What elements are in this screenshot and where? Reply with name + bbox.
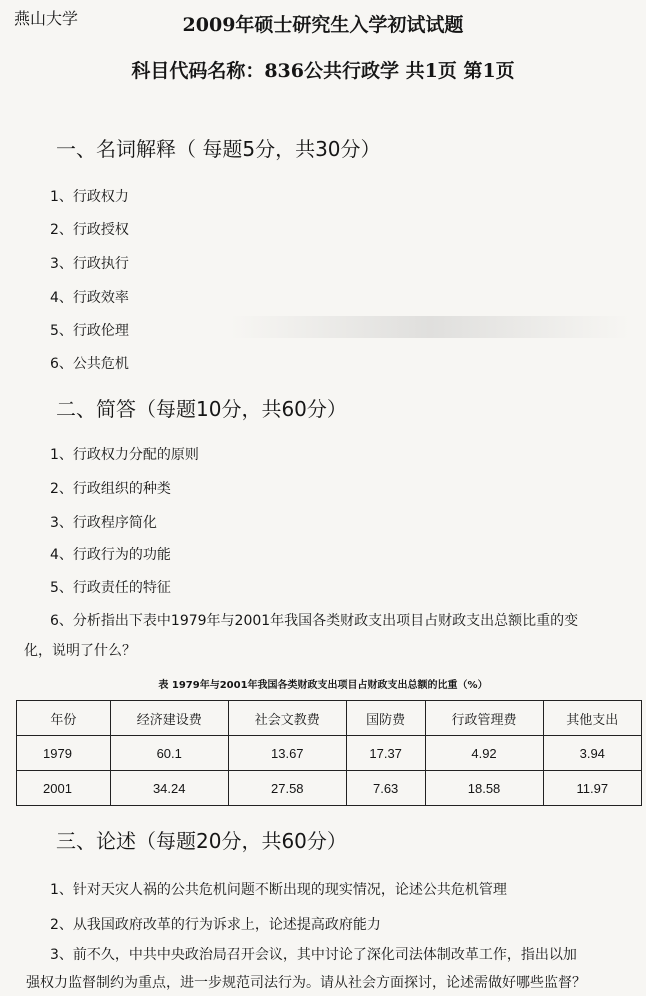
short-answer-item: 4、行政行为的功能 — [50, 547, 171, 563]
short-answer-item: 1、行政权力分配的原则 — [50, 447, 199, 463]
table-cell: 1979 — [17, 736, 111, 771]
term-item: 1、行政权力 — [50, 189, 129, 205]
table-row — [17, 736, 642, 771]
essay-item-3-line-1: 3、前不久，中共中央政治局召开会议，其中讨论了深化司法体制改革工作，指出以加 — [50, 947, 577, 963]
header-social: 社会文教费 — [228, 701, 346, 736]
table-cell: 3.94 — [543, 736, 641, 771]
section-1-heading: 一、名词解释（ 每题5分，共30分） — [56, 137, 381, 161]
question-6-line-1: 6、分析指出下表中1979年与2001年我国各类财政支出项目占财政支出总额比重的变 — [50, 613, 579, 629]
table-cell: 34.24 — [110, 771, 228, 806]
table-cell: 4.92 — [425, 736, 543, 771]
header-year: 年份 — [17, 701, 111, 736]
short-answer-item: 2、行政组织的种类 — [50, 481, 171, 497]
term-item: 4、行政效率 — [50, 290, 129, 306]
exam-title: 2009年硕士研究生入学初试试题 — [182, 14, 464, 36]
question-6-line-2: 化，说明了什么？ — [24, 643, 136, 659]
term-item: 2、行政授权 — [50, 222, 129, 238]
essay-item: 1、针对天灾人祸的公共危机问题不断出现的现实情况，论述公共危机管理 — [50, 882, 507, 898]
table-cell: 7.63 — [346, 771, 425, 806]
table-cell: 60.1 — [110, 736, 228, 771]
section-3-heading: 三、论述（每题20分，共60分） — [56, 829, 347, 853]
short-answer-item: 3、行政程序简化 — [50, 515, 157, 531]
subject-line: 科目代码名称：836公共行政学 共1页 第1页 — [131, 60, 515, 82]
question-6 — [24, 606, 624, 666]
expenditure-table — [16, 700, 642, 806]
table-cell: 27.58 — [228, 771, 346, 806]
table-header-row — [17, 701, 642, 736]
short-answer-item: 5、行政责任的特征 — [50, 580, 171, 596]
term-item: 6、公共危机 — [50, 356, 129, 372]
table-cell: 17.37 — [346, 736, 425, 771]
essay-item-3-line-2: 强权力监督制约为重点，进一步规范司法行为。请从社会方面探讨，论述需做好哪些监督？ — [26, 975, 586, 991]
section-2-heading: 二、简答（每题10分，共60分） — [56, 397, 347, 421]
school-name: 燕山大学 — [14, 9, 79, 28]
header-admin: 行政管理费 — [425, 701, 543, 736]
table-cell: 18.58 — [425, 771, 543, 806]
essay-item: 2、从我国政府改革的行为诉求上，论述提高政府能力 — [50, 917, 381, 933]
scan-smudge — [230, 316, 630, 338]
table-cell: 11.97 — [543, 771, 641, 806]
header-defense: 国防费 — [346, 701, 425, 736]
header-economic: 经济建设费 — [110, 701, 228, 736]
table-caption: 表 1979年与2001年我国各类财政支出项目占财政支出总额的比重（%） — [158, 680, 488, 691]
table-cell: 13.67 — [228, 736, 346, 771]
table-cell: 2001 — [17, 771, 111, 806]
table-row — [17, 771, 642, 806]
term-item: 5、行政伦理 — [50, 323, 129, 339]
header-other: 其他支出 — [543, 701, 641, 736]
term-item: 3、行政执行 — [50, 256, 129, 272]
